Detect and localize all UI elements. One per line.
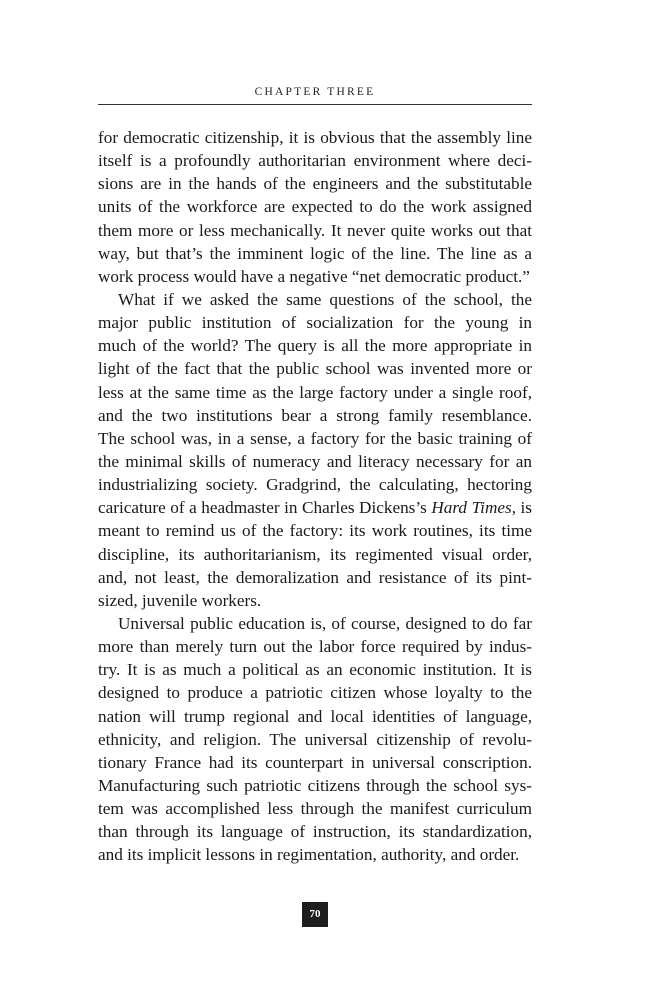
text-line: industrializing society. Gradgrind, the calculating, hectoring <box>98 475 532 495</box>
text-line: ethnicity, and religion. The universal citizenship of revolu- <box>98 729 532 749</box>
book-title: Hard Times <box>431 498 512 518</box>
text-line: try. It is as much a political as an economic institution. It is <box>98 660 532 680</box>
text-line: major public institution of socialization for the young in <box>98 313 532 333</box>
text-line: Manufacturing such patriotic citizens through the school sys- <box>98 775 532 795</box>
text-line: light of the fact that the public school was invented more or <box>98 359 532 379</box>
text-line: The school was, in a sense, a factory for the basic training of <box>98 428 532 448</box>
text-line: Universal public education is, of course, designed to do far <box>118 613 532 633</box>
body-text <box>98 126 532 867</box>
text-line: itself is a profoundly authoritarian environment where deci- <box>98 151 532 171</box>
text-line: discipline, its authoritarianism, its regimented visual order, <box>98 544 532 564</box>
running-head: CHAPTER THREE <box>254 86 376 98</box>
text-line: them more or less mechanically. It never quite works out that <box>98 220 532 240</box>
text-line: and the two institutions bear a strong family resemblance. <box>98 405 532 425</box>
text-line-with-title <box>98 496 532 519</box>
text-line: way, but that’s the imminent logic of the line. The line as a <box>98 243 532 263</box>
text-line: and, not least, the demoralization and resistance of its pint- <box>98 567 532 587</box>
header-rule <box>98 104 532 105</box>
text-fragment: caricature of a headmaster in Charles Dickens’s <box>98 498 432 518</box>
text-line: sized, juvenile workers. <box>98 590 262 610</box>
text-line: meant to remind us of the factory: its work routines, its time <box>98 521 532 541</box>
text-line: tionary France had its counterpart in universal conscription. <box>98 752 532 772</box>
text-line: designed to produce a patriotic citizen whose loyalty to the <box>98 683 532 703</box>
text-line: work process would have a negative “net democratic product.” <box>98 266 530 286</box>
text-line: for democratic citizenship, it is obvious that the assembly line <box>98 128 532 147</box>
text-line: sions are in the hands of the engineers and the substitutable <box>98 174 532 194</box>
text-line: tem was accomplished less through the manifest curriculum <box>98 799 532 819</box>
text-line: the minimal skills of numeracy and literacy necessary for an <box>98 451 532 471</box>
text-line: much of the world? The query is all the more appropriate in <box>98 336 532 356</box>
text-line: What if we asked the same questions of the school, the <box>118 289 532 309</box>
text-fragment: , is <box>511 498 532 518</box>
page-number: 70 <box>302 902 328 927</box>
text-line: nation will trump regional and local identities of language, <box>98 706 532 726</box>
text-line: less at the same time as the large factory under a single roof, <box>98 382 532 402</box>
text-line: more than merely turn out the labor force required by indus- <box>98 637 532 657</box>
text-line: units of the workforce are expected to do the work assigned <box>98 197 532 217</box>
text-line: than through its language of instruction, its standardization, <box>98 822 532 842</box>
text-line: and its implicit lessons in regimentation, authority, and order. <box>98 845 520 865</box>
